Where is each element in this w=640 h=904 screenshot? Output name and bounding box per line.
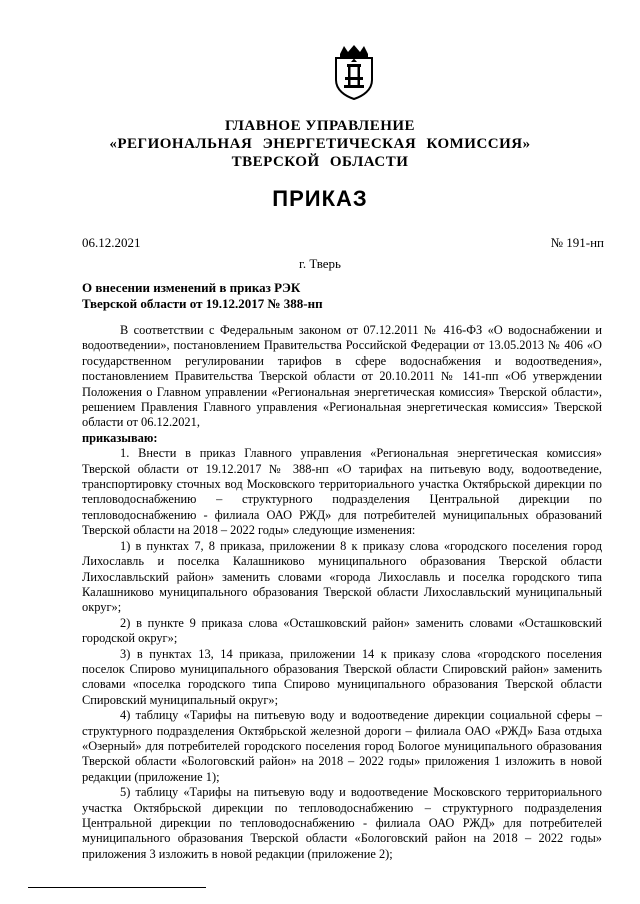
- document-date: 06.12.2021: [82, 235, 141, 250]
- footer-rule: [28, 887, 206, 888]
- coat-of-arms-icon: [332, 44, 376, 100]
- body-paragraph-subitem-2: 2) в пункте 9 приказа слова «Осташковский район» заменить словами «Осташковский городской округ»;: [82, 615, 602, 646]
- header-line-2: «РЕГИОНАЛЬНАЯ ЭНЕРГЕТИЧЕСКАЯ КОМИССИЯ»: [109, 136, 531, 152]
- body-paragraph-subitem-5: 5) таблицу «Тарифы на питьевую воду и водоотведение Московского территориального участка Октябрьской дирекции по тепловодоснабжению – структурного подразделения Центральной дирекции по тепловодоснабжению - филиала ОАО РЖД» для потребителей муниципального образования Тверской области «Бологовский район на 2018 – 2022 годы» приложения 3 изложить в новой редакции (приложение 2);: [82, 785, 602, 861]
- body-paragraph-subitem-3: 3) в пунктах 13, 14 приказа, приложении 14 к приказу слова «городского поселения поселок Спирово муниципального образования Тверской области Спировский район» заменить словами «поселка городского типа Спирово муниципального образования Тверской области Спировский муниципальный округ»;: [82, 646, 602, 707]
- header-line-3: ТВЕРСКОЙ ОБЛАСТИ: [231, 154, 409, 170]
- body-paragraph-preamble: В соответствии с Федеральным законом от 07.12.2011 № 416-ФЗ «О водоснабжении и водоотведении», постановлением Правительства Российской Федерации от 13.05.2013 № 406 «О государственном регулировании тарифов в сфере водоснабжения и водоотведения», постановлением Правительства Тверской области от 20.10.2011 № 141-пп «Об утверждении Положения о Главном управлении «Региональная энергетическая комиссия» Тверской области», решением Правления Главного управления «Региональная энергетическая комиссия» Тверской области от 06.12.2021,: [82, 323, 602, 430]
- body-paragraph-subitem-4: 4) таблицу «Тарифы на питьевую воду и водоотведение дирекции социальной сферы – структурного подразделения Октябрьской железной дороги – филиала ОАО «РЖД» База отдыха «Озерный» для потребителей городского поселения город Бологое муниципального образования Тверской области «Бологовский район» на 2018 – 2022 годы» приложения 1 изложить в новой редакции (приложение 1);: [82, 708, 602, 784]
- document-body: [82, 323, 602, 862]
- body-paragraph-item-1: 1. Внести в приказ Главного управления «Региональная энергетическая комиссия» Тверской области от 19.12.2017 № 388-нп «О тарифах на питьевую воду, водоотведение, транспортировку сточных вод Московского территориального участка Октябрьской дирекции по тепловодоснабжению – структурного подразделения Центральной дирекции по тепловодоснабжению - филиала ОАО РЖД» для потребителей муниципальных образований Тверской области на 2018 – 2022 годы» следующие изменения:: [82, 446, 602, 538]
- body-order-word: приказываю:: [82, 430, 158, 445]
- document-number: № 191-нп: [550, 235, 604, 250]
- document-subject: [82, 280, 402, 312]
- document-type-title: ПРИКАЗ: [272, 186, 368, 211]
- document-city: г. Тверь: [299, 256, 341, 271]
- subject-line-2: Тверской области от 19.12.2017 № 388-нп: [82, 296, 323, 311]
- body-paragraph-subitem-1: 1) в пунктах 7, 8 приказа, приложении 8 к приказу слова «городского поселения город Лихославль и поселка Калашниково муниципального образования Тверской области Лихославльский район» заменить словами «города Лихославль и поселка городского типа Калашниково муниципального образования Тверской области Лихославльский муниципальный округ»;: [82, 538, 602, 615]
- subject-line-1: О внесении изменений в приказ РЭК: [82, 280, 301, 295]
- header-line-1: ГЛАВНОЕ УПРАВЛЕНИЕ: [224, 118, 416, 134]
